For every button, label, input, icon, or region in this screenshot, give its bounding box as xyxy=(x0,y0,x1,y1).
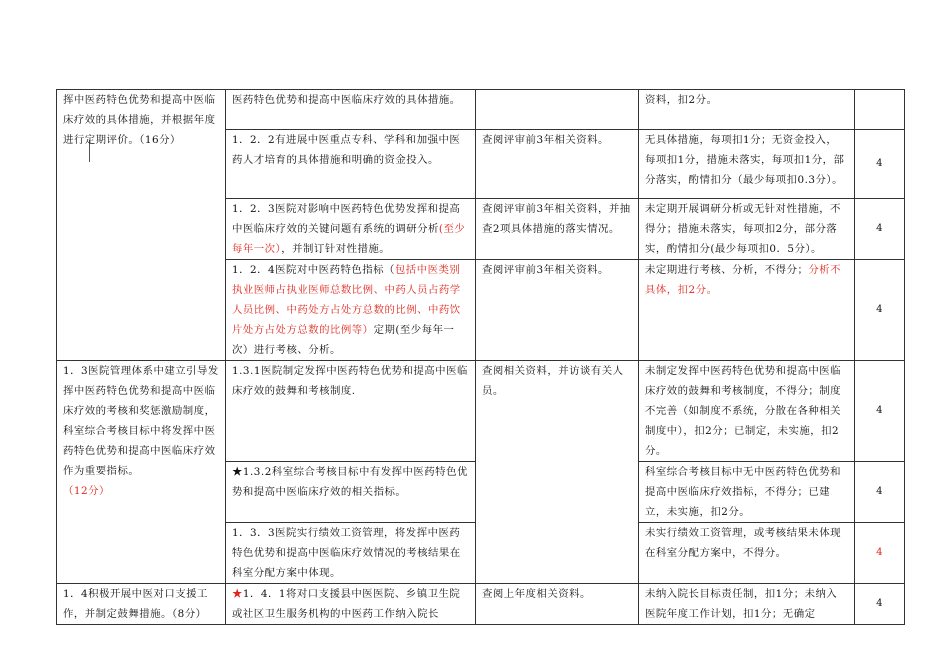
content-cell: 医药特色优势和提高中医临床疗效的具体措施。 xyxy=(226,90,476,130)
content-text: 1．2．4医院对中医药特色指标（ xyxy=(232,264,395,276)
method-cell: 查阅评审前3年相关资料。 xyxy=(476,130,639,199)
content-cell: ★1.3.2科室综合考核目标中有发挥中医药特色优势和提高中医临床疗效的相关指标。 xyxy=(226,462,476,523)
content-text: 1．2．3医院对影响中医药特色优势发挥和提高中医临床疗效的关键问题有系统的调研分析 xyxy=(232,203,461,235)
standard-cell: 资料，扣2分。 xyxy=(639,90,855,130)
content-cell: 1．3．3医院实行绩效工资管理，将发挥中医药特色优势和提高中医临床疗效情况的考核结果在科室分配方案中体现。 xyxy=(226,523,476,584)
standard-cell: 未制定发挥中医药特色优势和提高中医临床疗效的鼓舞和考核制度，不得分；制度不完善（如制度不系统，分散在各种相关制度中），扣2分；已制定，未实施，扣2分。 xyxy=(639,361,855,462)
content-cell xyxy=(226,199,476,260)
content-text: ，并制订针对性措施。 xyxy=(281,243,391,255)
item-cell xyxy=(57,361,226,584)
item-cell: 1．4积极开展中医对口支援工作，并制定鼓舞措施。（8分） xyxy=(57,584,226,625)
standard-cell: 未实行绩效工资管理，或考核结果未体现在科室分配方案中，不得分。 xyxy=(639,523,855,584)
method-cell: 查阅相关资料，并访谈有关人员。 xyxy=(476,361,639,584)
item-text: 1．3医院管理体系中建立引导发挥中医药特色优势和提高中医临床疗效的考核和奖惩激励制度，科室综合考核目标中将发挥中医药特色优势和提高中医临床疗效作为重要指标。 xyxy=(63,365,219,477)
method-cell: 查阅评审前3年相关资料。 xyxy=(476,260,639,361)
score-cell: 4 xyxy=(855,584,905,625)
method-cell: 查阅上年度相关资料。 xyxy=(476,584,639,625)
highlight-text: (至少每年一次） xyxy=(232,223,466,255)
content-cell: 1．2．2有进展中医重点专科、学科和加强中医药人才培育的具体措施和明确的资金投入。 xyxy=(226,130,476,199)
content-cell: 1.3.1医院制定发挥中医药特色优势和提高中医临床疗效的鼓舞和考核制度. xyxy=(226,361,476,462)
standard-cell: 未定期开展调研分析或无针对性措施，不得分；措施未落实，每项扣2分，部分落实，酌情扣分(最少每项扣0．5分）。 xyxy=(639,199,855,260)
standard-cell: 科室综合考核目标中无中医药特色优势和提高中医临床疗效指标，不得分；已建立，未实施，扣2分。 xyxy=(639,462,855,523)
score-cell: 4 xyxy=(855,361,905,462)
content-cell xyxy=(226,584,476,625)
score-cell: 4 xyxy=(855,462,905,523)
standard-cell: 未纳入院长目标责任制，扣1分；未纳入医院年度工作计划，扣1分；无确定 xyxy=(639,584,855,625)
star-icon: ★ xyxy=(232,588,243,600)
content-cell xyxy=(226,260,476,361)
highlight-text: 分析不具体，扣2分。 xyxy=(645,264,842,296)
method-cell xyxy=(476,90,639,130)
content-text: 定期(至少每年一次）进行考核、分析。 xyxy=(232,324,455,356)
score-cell xyxy=(855,90,905,130)
table-row xyxy=(57,584,905,625)
item-cell: 挥中医药特色优势和提高中医临床疗效的具体措施，并根据年度进行定期评价。（16分） xyxy=(57,90,226,361)
standard-cell xyxy=(639,260,855,361)
content-text: 1．4．1将对口支援县中医医院、乡镇卫生院或社区卫生服务机构的中医药工作纳入院长 xyxy=(232,588,461,620)
method-cell: 查阅评审前3年相关资料，并抽查2项具体措施的落实情况。 xyxy=(476,199,639,260)
table-row xyxy=(57,361,905,462)
score-cell: 4 xyxy=(855,523,905,584)
score-cell: 4 xyxy=(855,260,905,361)
standard-text: 未定期进行考核、分析，不得分； xyxy=(645,264,809,276)
evaluation-table xyxy=(56,89,905,625)
points-text: （12分） xyxy=(63,485,110,497)
score-cell: 4 xyxy=(855,130,905,199)
highlight-text: 包括中医类别执业医师占执业医师总数比例、中药人员占药学人员比例、中药处方占处方总数的比例、中药饮片处方占处方总数的比例等） xyxy=(232,264,461,336)
table-row xyxy=(57,90,905,130)
standard-cell: 无具体措施，每项扣1分；无资金投入，每项扣1分，措施未落实，每项扣1分，部分落实，酌情扣分（最少每项扣0.3分）。 xyxy=(639,130,855,199)
score-cell: 4 xyxy=(855,199,905,260)
